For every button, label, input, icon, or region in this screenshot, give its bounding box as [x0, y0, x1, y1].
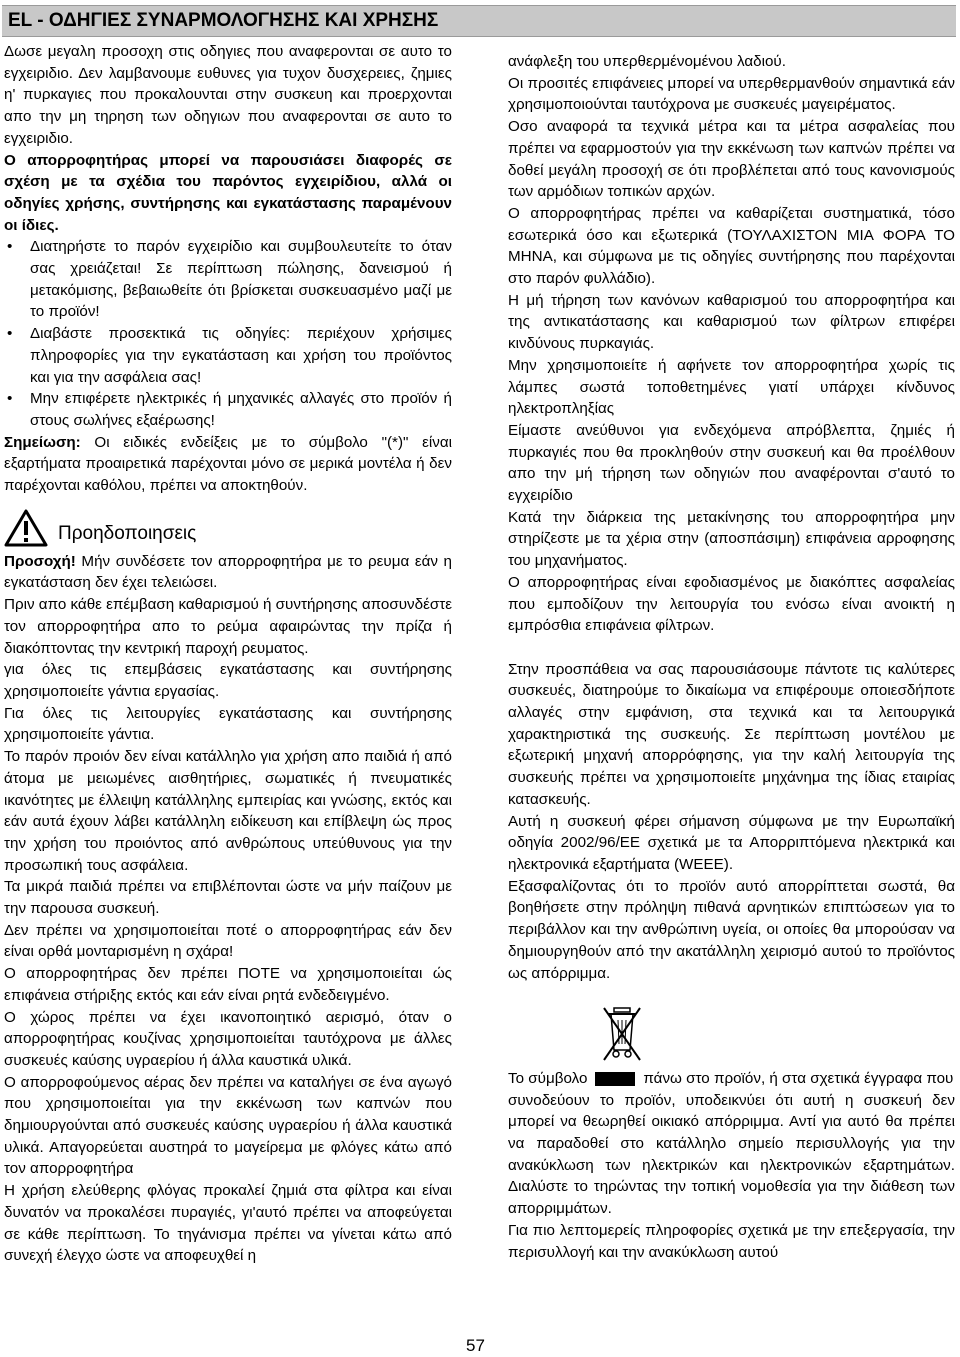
paragraph: Το παρόν προιόν δεν είναι κατάλληλο για χρήση απο παιδιά ή από άτομα με μειωμένες αισθητήριες, σωματικές ή πνευματικές ικανότητες με έλλειψη κατάλληλης εμπειρίας και γνώσης, εκτός και εάν αυτά έχουν λάβει κατάλληλη ειδίκευση και επίβλεψη ώς προς την χρήση του προιόντος από ανθρώπους υπεύθυνους για την προσωπική τους ασφάλεια.: [4, 748, 452, 874]
paragraph: συνοδεύουν το προϊόν, υποδεικνύει ότι αυτή η συσκευή δεν μπορεί να θεωρηθεί οικιακό απόρριμμα. Αντί για αυτό θα πρέπει να παραδοθεί στο κατάλληλο σημείο περισυλλογής για την ανακύκλωση των ηλεκτρικών και ηλεκτρονικών εξαρτημάτων. Διαλύστε το τηρώντας την τοπική νομοθεσία για την διάθεση των απορριμμάτων.: [508, 1091, 955, 1218]
paragraph: Μην χρησιμοποιείτε ή αφήνετε τον απορροφητήρα χωρίς τις λάμπες σωστά τοποθετημένες γιατί υπάρχει κίνδυνος ηλεκτροπληξίας: [508, 356, 955, 418]
attention-text: Μήν συνδέσετε τον απορροφητήρα με το ρευμα εάν η εγκατάσταση δεν έχει τελειώσει.: [4, 552, 452, 592]
symbol-line: [508, 1068, 955, 1090]
paragraph: Για όλες τις λειτουργίες εγκατάστασης και συντήρησης χρησιμοποιείτε γάντια.: [4, 704, 452, 744]
list-item: • Μην επιφέρετε ηλεκτρικές ή μηχανικές αλλαγές στο προϊόν ή στους σωλήνες εξαέρωσης!: [4, 388, 452, 431]
warnings-heading-row: [4, 505, 452, 551]
left-column: [4, 41, 452, 1267]
bullet-list: [4, 236, 452, 431]
paragraph: Η μή τήρηση των κανόνων καθαρισμού του απορροφητήρα και της αντικατάστασης και καθαρισμού των φίλτρων επιφέρει κινδύνους πυρκαγιάς.: [508, 291, 955, 353]
page-header: [2, 5, 956, 37]
paragraph: Οι προσιτές επιφάνειες μπορεί να υπερθερμανθούν σημαντικά εάν χρησιμοποιούνται ταυτόχρονα με συσκευές μαγειρέματος.: [508, 74, 955, 114]
crossed-out-bin-icon: [602, 1006, 642, 1062]
paragraph: Οσο αναφορά τα τεχνικά μέτρα και τα μέτρα ασφαλείας που πρέπει να εφαρμοστούν για την εκκένωση των καπνών πρέπει να δοθεί μεγάλη προσοχή σε ότι προβλέπεται από τους κανονισμούς των αρμόδιων τοπικών αρχών.: [508, 118, 955, 201]
paragraph: Είμαστε ανεύθυνοι για ενδεχόμενα απρόβλεπτα, ζημιές ή πυρκαγιές που θα προκληθούν στην συσκευή και θα προέλθουν απο την μή τήρηση των οδηγιών που αναφέρονται σ'αυτό το εγχειρίδιο: [508, 421, 955, 505]
paragraph: Στην προσπάθεια να σας παρουσιάσουμε πάντοτε τις καλύτερες συσκευές, διατηρούμε το δικαίωμα να επιφέρουμε οποιεσδήποτε αλλαγές στην εμφάνιση, στα τεχνικά και τα λειτουργικά χαρακτηριστικά της συσκευής. Σε περίπτωση μοντέλου με εξωτερική μηχανή απορρόφησης, για την καλή λειτουργία της συσκευής πρέπει να χρησιμοποιείτε μηχάνημα της ίδιας εταιρίας κατασκευής.: [508, 660, 955, 808]
attention-label: Προσοχή!: [4, 552, 76, 570]
note-label: Σημείωση:: [4, 433, 81, 451]
note-text: Οι ειδικές ενδείξεις με το σύμβολο "(*)" είναι εξαρτήματα προαιρετικά παρέχονται μόνο σε μερικά μοντέλα ή δεν παρέχονται καθόλου, πρέπει να αποκτηθούν.: [4, 433, 452, 495]
right-column: [508, 51, 955, 1263]
page-number: 57: [466, 1336, 485, 1355]
attention-paragraph: [4, 551, 452, 594]
black-bar-symbol: [595, 1072, 635, 1086]
paragraph: Τα μικρά παιδιά πρέπει να επιβλέπονται ώστε να μήν παίζουν με την παρουσα συσκευή.: [4, 878, 452, 918]
spacer: [508, 984, 955, 1006]
warnings-heading: Προηδοποιησεις: [58, 522, 197, 544]
paragraph: Εξασφαλίζοντας ότι το προϊόν αυτό απορρίπτεται σωστά, θα βοηθήσετε στην πρόληψη πιθανά αρνητικών επιπτώσεων για το περιβάλλον και την ανθρώπινη υγεία, οι οποίες θα μπορούσαν να δημιουργηθούν από την ακατάλληλη χειρισμό αυτού το προϊόντος ως απόρριμμα.: [508, 877, 955, 982]
list-item: • Διατηρήστε το παρόν εγχειρίδιο και συμβουλευτείτε το όταν σας χρειάζεται! Σε περίπτωση πώλησης, δανεισμού ή μετακόμισης, βεβαιωθείτε ότι βρίσκεται συσκευασμένο μαζί με το προϊόν!: [4, 236, 452, 323]
spacer: [508, 637, 955, 659]
paragraph: Ο χώρος πρέπει να έχει ικανοποιητικό αερισμό, όταν ο απορροφητήρας κουζίνας χρησιμοποιείται ταυτόχρονα με άλλες συσκευές καύσης υγραερίου ή άλλα καυστικά υλικά.: [4, 1008, 452, 1069]
paragraph: Ο απορροφητήρας δεν πρέπει ΠΟΤΕ να χρησιμοποιείται ώς επιφάνεια στήριξης εκτός και εάν είναι ρητά ενδεδειγμένο.: [4, 965, 452, 1004]
paragraph: Ο απορροφητήρας είναι εφοδιασμένος με διακόπτες ασφαλείας που εμποδίζουν την λειτουργία του ενόσω είναι ανοικτή η εμπρόσθια επιφάνεια φίλτρων.: [508, 573, 955, 635]
paragraph: ανάφλεξη του υπερθερμένομένου λαδιού.: [508, 53, 786, 70]
paragraph: Ο απορροφητήρας πρέπει να καθαρίζεται συστηματικά, τόσο εσωτερικά όσο και εξωτερικά (ΤΟΥΛΑΧΙΣΤΟΝ ΜΙΑ ΦΟΡΑ ΤΟ ΜΗΝΑ, και σύμφωνα με τις οδηγίες συντήρησης που παρέχονται στο παρόν φυλλάδιο).: [508, 204, 955, 288]
paragraph: Κατά την διάρκεια της μετακίνησης του απορροφητήρα μην στηρίζεστε με τα χέρια στην (αποσπάσιμη) επιφάνεια αρροφησης του μηχανήματος.: [508, 508, 955, 570]
paragraph: Αυτή η συσκευή φέρει σήμανση σύμφωνα με την Ευρωπαϊκή οδηγία 2002/96/EE σχετικά με τα Απορριπτόμενα ηλεκτρικά και ηλεκτρονικά εξαρτήματα (WEEE).: [508, 812, 955, 873]
paragraph: Πριν απο κάθε επέμβαση καθαρισμού ή συντήρησης αποσυνδέστε τον απορροφητήρα απο το ρεύμα αφαιρώντας την πρίζα ή διακόπτοντας την κεντρική παροχή ρευματος.: [4, 596, 452, 657]
bold-note: Ο απορροφητήρας μπορεί να παρουσιάσει διαφορές σε σχέση με τα σχέδια του παρόντος εγχειρίδιου, αλλά οι οδηγίες χρήσης, συντήρησης και εγκατάστασης παραμένουν οι ίδιες.: [4, 151, 452, 234]
intro-paragraph: Δωσε μεγαλη προσοχη στις οδηγιες που αναφερονται σε αυτο το εγχειριδιο. Δεν λαμβανουμε ευθυνες για τυχον δυσχερειες, ζημιες η' πυρκαγιες που προκαλουνται στην συσκευη και προερχονται απο την μη τηρηση των οδηγιων που αναφερονται σε αυτο το εγχειριδιο.: [4, 43, 452, 147]
note-paragraph: [4, 432, 452, 497]
paragraph: Η χρήση ελεύθερης φλόγας προκαλεί ζημιά στα φίλτρα και είναι δυνατόν να προκαλέσει πυραγιές, γι'αυτό πρέπει να αποφεύγεται σε κάθε περίπτωση. Το τηγάνισμα πρέπει να γίνεται κάτω από συνεχή έλεγχο ώστε να αποφευχθεί η: [4, 1182, 452, 1265]
page-title: EL - ΟΔΗΓΙΕΣ ΣΥΝΑΡΜΟΛΟΓΗΣΗΣ ΚΑΙ ΧΡΗΣΗΣ: [8, 10, 439, 31]
weee-block: [508, 1006, 955, 1068]
symbol-prefix: Το σύμβολο: [508, 1069, 588, 1087]
warning-triangle-icon: [4, 509, 48, 547]
paragraph: για όλες τις επεμβάσεις εγκατάστασης και συντήρησης χρησιμοποιείτε γάντια εργασίας.: [4, 661, 452, 700]
paragraph: Ο απορροφούμενος αέρας δεν πρέπει να καταλήγει σε ένα αγωγό που χρησιμοποιείται για την εκκένωση των καπνών που δημιουργούνται από συσκευές καύσης υγραερίου ή άλλα καυστικά υλικά. Απαγορεύεται αυστηρά το μαγείρεμα με φλόγες κάτω από τον απορροφητήρα: [4, 1073, 452, 1178]
list-item: • Διαβάστε προσεκτικά τις οδηγίες: περιέχουν χρήσιμες πληροφορίες για την εγκατάσταση και χρήση του προϊόντος και για την ασφάλεια σας!: [4, 323, 452, 388]
symbol-suffix: πάνω στο προϊόν, ή στα σχετικά έγγραφα που: [643, 1069, 954, 1087]
paragraph: Για πιο λεπτομερείς πληροφορίες σχετικά με την επεξεργασία, την περισυλλογή και την ανακύκλωση αυτού: [508, 1221, 955, 1261]
paragraph: Δεν πρέπει να χρησιμοποιείται ποτέ ο απορροφητήρας εάν δεν είναι ορθά μονταρισμένη η σχάρα!: [4, 921, 452, 961]
